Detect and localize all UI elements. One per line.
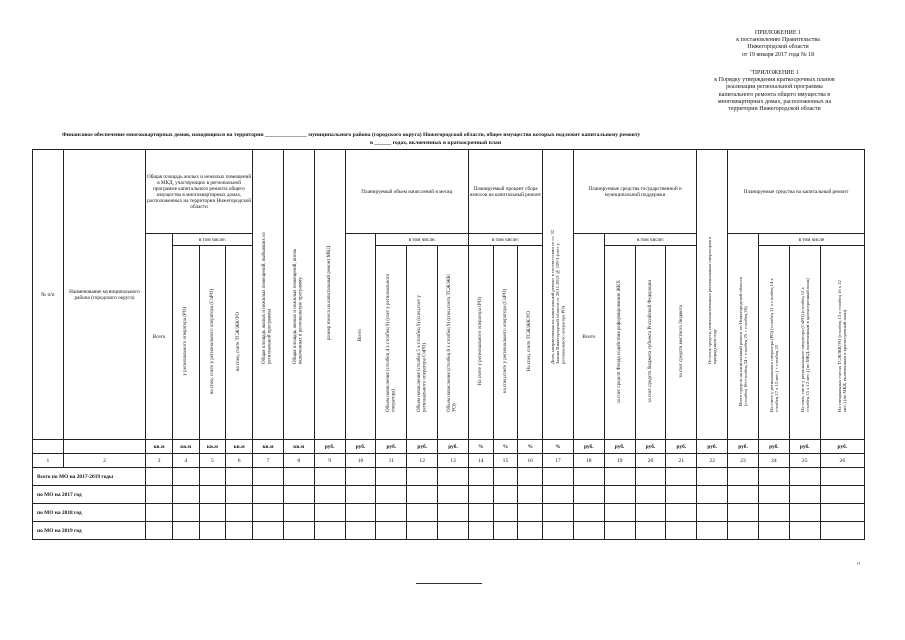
header-accrual-group: Планируемый объем начислений в месяц (345, 150, 468, 234)
finance-table (32, 149, 865, 540)
appendix-line: "ПРИЛОЖЕНИЕ 1 (750, 70, 799, 76)
column-number: 14 (468, 454, 493, 468)
appendix-line: капитального ремонта общего имущества в (718, 91, 831, 98)
column-number: 6 (226, 454, 253, 468)
appendix-line: ПРИЛОЖЕНИЕ 1 (754, 30, 802, 36)
row-label: Всего по МО на 2017-2019 годы (33, 468, 146, 486)
unit-cell: % (493, 440, 518, 454)
column-number: 22 (697, 454, 728, 468)
header-col-12 (407, 246, 438, 440)
column-number: 3 (146, 454, 173, 468)
column-number: 4 (172, 454, 199, 468)
header-col-11 (376, 246, 407, 440)
column-number: 20 (635, 454, 666, 468)
unit-cell: руб. (666, 440, 697, 454)
title-line-2: в ______ годах, включенных в краткосрочный план (370, 140, 502, 146)
separator-line (416, 583, 482, 584)
header-col-9-text: размер взноса на капитальный ремонт МКД (326, 246, 332, 341)
appendix-line: реализации региональной программы (726, 84, 823, 91)
unit-cell: руб. (573, 440, 604, 454)
column-number: 23 (728, 454, 759, 468)
header-support-group: Планируемые средства государственной и муниципальной поддержки (573, 150, 696, 234)
unit-cell: кв.м (172, 440, 199, 454)
unit-cell: кв.м (146, 440, 173, 454)
header-col-7 (253, 150, 284, 440)
header-col-13 (438, 246, 469, 440)
column-number: 17 (543, 454, 574, 468)
title-line-1: Финансовое обеспечение многоквартирных домов, находящихся на территории _______________ муниципального района (городского округа) Нижегородской области, общее имущество которых подлежит капитальному ремонту (62, 132, 641, 138)
column-number: 12 (407, 454, 438, 468)
header-col-5 (199, 246, 226, 440)
header-municipality: Наименование муниципального района (городского округа) (63, 150, 145, 440)
header-col-17 (543, 150, 574, 440)
appendix-header (703, 30, 853, 59)
header-col-20 (635, 246, 666, 440)
header-col-8-text: Общая площадь жилых и нежилых помещений, вновь включенных в региональную программу (293, 248, 304, 364)
column-number: 25 (789, 454, 820, 468)
header-col-26-text: На специальных счетах ТСЖ/ЖК/УО (столбец 13 х столбец 16 х 12 мес.) (по МКД, включенным в краткосрочный план) (837, 279, 848, 412)
header-col-25-text: На спец. счете у регионального оператора (СчРО) (столбец 12 х столбец 15 х 12 мес.) (по МКД, включенным в краткосрочный план) (799, 277, 810, 412)
column-number: 8 (283, 454, 314, 468)
header-col-15-text: на спец.счете у регионального оператора (СчРО) (502, 289, 508, 394)
header-col-10-text: Всего (357, 329, 363, 342)
unit-cell (33, 440, 64, 454)
column-number: 7 (253, 454, 284, 468)
unit-cell: руб. (789, 440, 820, 454)
header-plan-group: Планируемые средства на капитальный ремонт (728, 150, 865, 234)
header-col-6-text: на спец. счете ТСЖ/ЖК/УО (236, 311, 242, 372)
row-label: по МО на 2019 год (33, 522, 146, 540)
header-col-13-text: Объем начисления (столбец 6 х столбец 9) (спец.счета ТСЖ/ЖК/УО) (447, 273, 459, 412)
appendix-order-header (682, 70, 867, 113)
unit-cell: руб. (604, 440, 635, 454)
header-col-3: Всего (146, 234, 173, 440)
appendix-line: от 19 января 2017 года № 18 (741, 51, 815, 58)
unit-cell: кв.м (226, 440, 253, 454)
unit-cell: руб. (635, 440, 666, 454)
header-area-group: Общая площадь жилых и нежилых помещений в МКД, участвующих в региональной программе капитального ремонта общего имущества в многоквартирных домах, расположенных на территории Нижегородской области (146, 150, 253, 234)
unit-cell: кв.м (283, 440, 314, 454)
unit-cell: руб. (728, 440, 759, 454)
column-number: 9 (314, 454, 345, 468)
appendix-line: многоквартирных домах, расположенных на (717, 98, 832, 105)
header-col-22 (697, 150, 728, 440)
header-col-6 (226, 246, 253, 440)
appendix-line: Нижегородской области (747, 44, 809, 51)
header-col-4 (172, 246, 199, 440)
header-in-that: в том числе: (376, 234, 469, 246)
header-col-24 (758, 246, 789, 440)
unit-cell: % (518, 440, 543, 454)
header-col-9 (314, 150, 345, 440)
column-number: 13 (438, 454, 469, 468)
unit-cell: % (543, 440, 574, 454)
header-in-that: в том числе: (604, 234, 697, 246)
column-number: 19 (604, 454, 635, 468)
column-number: 26 (820, 454, 864, 468)
unit-cell: руб. (758, 440, 789, 454)
header-col-19 (604, 246, 635, 440)
header-col-24-text: На счете у регионального оператора (РО) (столбец 11 х столбец 14 х столбец 17 х 12 мес.) + столбец 22 (768, 277, 779, 412)
header-col-21-text: за счет средств местного бюджета (678, 305, 684, 378)
column-number: 21 (666, 454, 697, 468)
header-col-4-text: у регионального оператора (РО) (182, 307, 188, 376)
header-col-14-text: На счете у регионального оператора (РО) (478, 297, 483, 386)
header-col-26 (820, 246, 864, 440)
header-in-that: в том числе: (172, 234, 252, 246)
appendix-line: к Порядку утверждения краткосрочных планов (714, 77, 835, 84)
header-col-16-text: На спец. счете ТСЖ/ЖК/УО (527, 311, 533, 372)
header-number: № п/п (33, 150, 64, 440)
column-number: 18 (573, 454, 604, 468)
unit-cell: руб. (438, 440, 469, 454)
row-label: по МО на 2018 год (33, 504, 146, 522)
header-collection-group: Планируемый процент сбора взносов на капитальный ремонт (468, 150, 542, 234)
header-in-that: в том числе: (468, 234, 542, 246)
header-col-23-text: Всего средств на капитальный ремонт по Нижегородской области (столбец 18+столбец 24 + столбец 25 + столбец 26) (737, 276, 749, 406)
column-number: 5 (199, 454, 226, 468)
header-col-12-text: Объем начисления (столбец 5 х столбец 9) (спец.счет у регионального оператора СчРО) (416, 294, 428, 412)
header-col-17-text: Доля, направляемая на капитальный ремонт в соответствии со ст. 32 Закона Нижегородской области от 28.11.2013 № 159-З (счет у регионального оператора РО) (550, 229, 566, 364)
header-col-10 (345, 234, 376, 440)
column-number: 10 (345, 454, 376, 468)
header-col-18: Всего (573, 234, 604, 440)
table-row (33, 522, 865, 540)
header-col-20-text: за счет средств бюджета субъекта Российской Федерации (647, 280, 653, 403)
header-col-14 (468, 246, 493, 440)
header-col-19-text: за счет средств Фонда содействия реформированию ЖКХ (616, 279, 622, 404)
unit-cell (63, 440, 145, 454)
unit-cell: % (468, 440, 493, 454)
header-in-that: в том числе (758, 234, 864, 246)
header-col-16 (518, 246, 543, 440)
table-row (33, 468, 865, 486)
appendix-line: территории Нижегородской области (728, 106, 821, 113)
column-number: 11 (376, 454, 407, 468)
appendix-line: к постановлению Правительства (736, 37, 820, 44)
header-col-21 (666, 246, 697, 440)
column-numbers-row (33, 454, 865, 468)
header-col-5-text: на спец. счете у регионального оператора (СчРО) (209, 288, 215, 395)
unit-cell: руб. (820, 440, 864, 454)
unit-cell: руб. (697, 440, 728, 454)
document-title (62, 131, 852, 147)
header-col-11-text: Объем начисления (столбец 4 х столбец 9) (счет у регионального оператора) (385, 273, 397, 412)
column-number: 24 (758, 454, 789, 468)
unit-cell: руб. (345, 440, 376, 454)
header-col-8 (283, 150, 314, 440)
header-col-7-text: Общая площадь жилых и нежилых помещений, выбывших из региональной программы (262, 231, 273, 364)
unit-cell: кв.м (253, 440, 284, 454)
unit-cell: руб. (314, 440, 345, 454)
header-col-22-text: Остаток средств, неиспользованных региональным оператором в предыдущем году (706, 236, 718, 364)
header-col-15 (493, 246, 518, 440)
row-label: по МО на 2017 год (33, 486, 146, 504)
column-number: 1 (33, 454, 64, 468)
units-row (33, 440, 865, 454)
table-row (33, 486, 865, 504)
unit-cell: кв.м (199, 440, 226, 454)
unit-cell: руб. (376, 440, 407, 454)
table-row (33, 504, 865, 522)
column-number: 2 (63, 454, 145, 468)
column-number: 16 (518, 454, 543, 468)
header-col-25 (789, 246, 820, 440)
unit-cell: руб. (407, 440, 438, 454)
header-col-23 (728, 234, 759, 440)
closing-quote: " (857, 561, 861, 570)
column-number: 15 (493, 454, 518, 468)
